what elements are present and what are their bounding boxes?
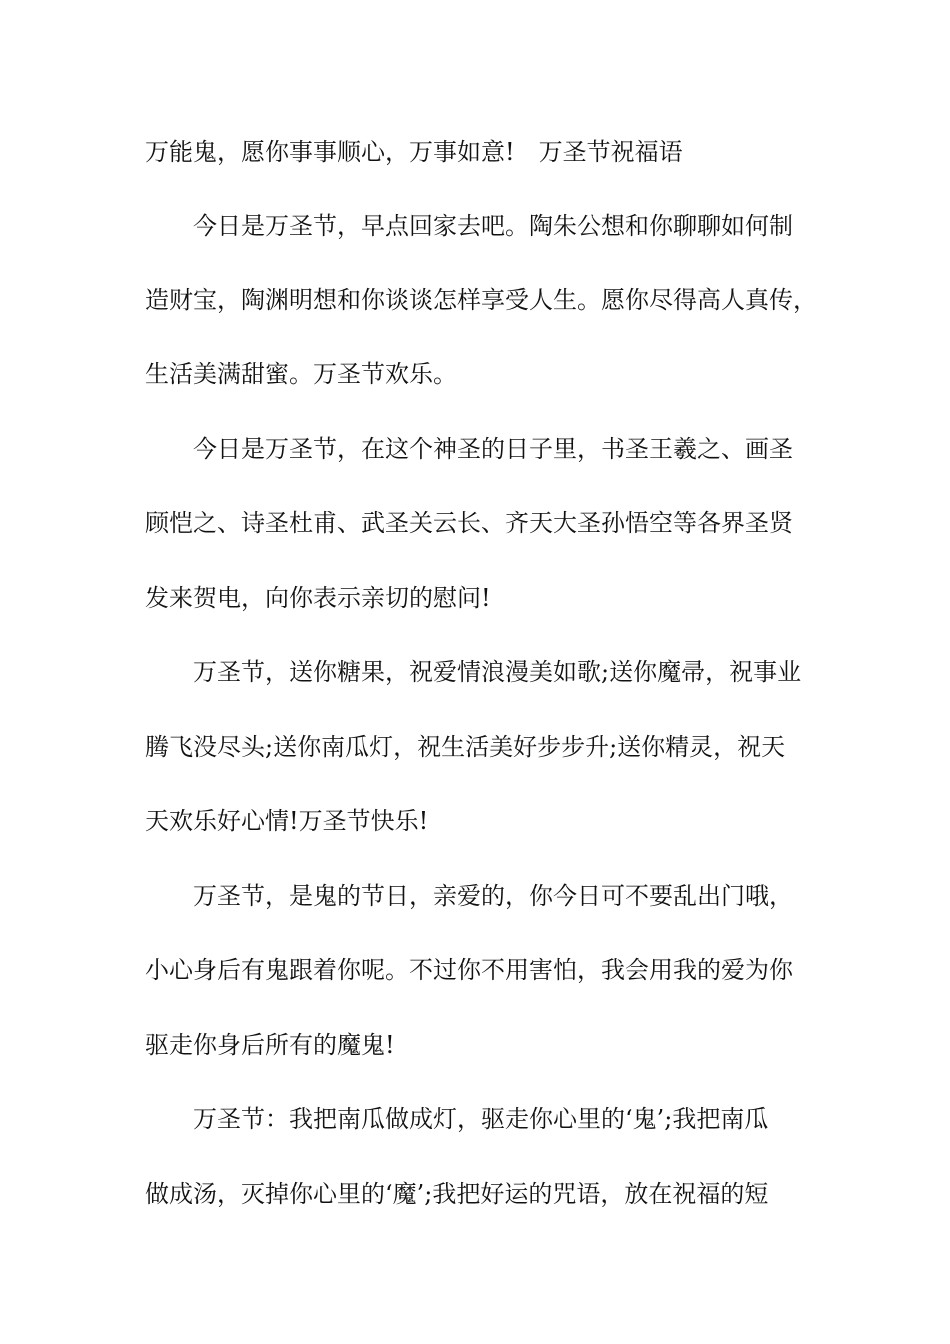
- paragraph-start-line: 万圣节，送你糖果，祝爱情浪漫美如歌;送你魔帚，祝事业: [193, 658, 802, 686]
- paragraph-start-line: 万圣节，是鬼的节日，亲爱的，你今日可不要乱出门哦，: [193, 882, 793, 910]
- text-line: 生活美满甜蜜。万圣节欢乐。: [145, 360, 457, 388]
- text-line: 腾飞没尽头;送你南瓜灯，祝生活美好步步升;送你精灵，祝天: [145, 733, 786, 761]
- text-line: 发来贺电，向你表示亲切的慰问!: [145, 584, 491, 612]
- text-line: 顾恺之、诗圣杜甫、武圣关云长、齐天大圣孙悟空等各界圣贤: [145, 509, 793, 537]
- paragraph-start-line: 万圣节：我把南瓜做成灯，驱走你心里的‘鬼’;我把南瓜: [193, 1105, 769, 1133]
- text-line: 做成汤，灭掉你心里的‘魔’;我把好运的咒语，放在祝福的短: [145, 1180, 769, 1208]
- text-line: 驱走你身后所有的魔鬼!: [145, 1031, 395, 1059]
- text-line: 天欢乐好心情!万圣节快乐!: [145, 807, 429, 835]
- paragraph-start-line: 今日是万圣节，在这个神圣的日子里，书圣王羲之、画圣: [193, 435, 793, 463]
- text-line: 造财宝，陶渊明想和你谈谈怎样享受人生。愿你尽得高人真传，: [145, 286, 817, 314]
- paragraph-start-line: 今日是万圣节，早点回家去吧。陶朱公想和你聊聊如何制: [193, 212, 793, 240]
- text-line: 小心身后有鬼跟着你呢。不过你不用害怕，我会用我的爱为你: [145, 956, 793, 984]
- text-line: 万能鬼，愿你事事顺心，万事如意! 万圣节祝福语: [145, 138, 683, 166]
